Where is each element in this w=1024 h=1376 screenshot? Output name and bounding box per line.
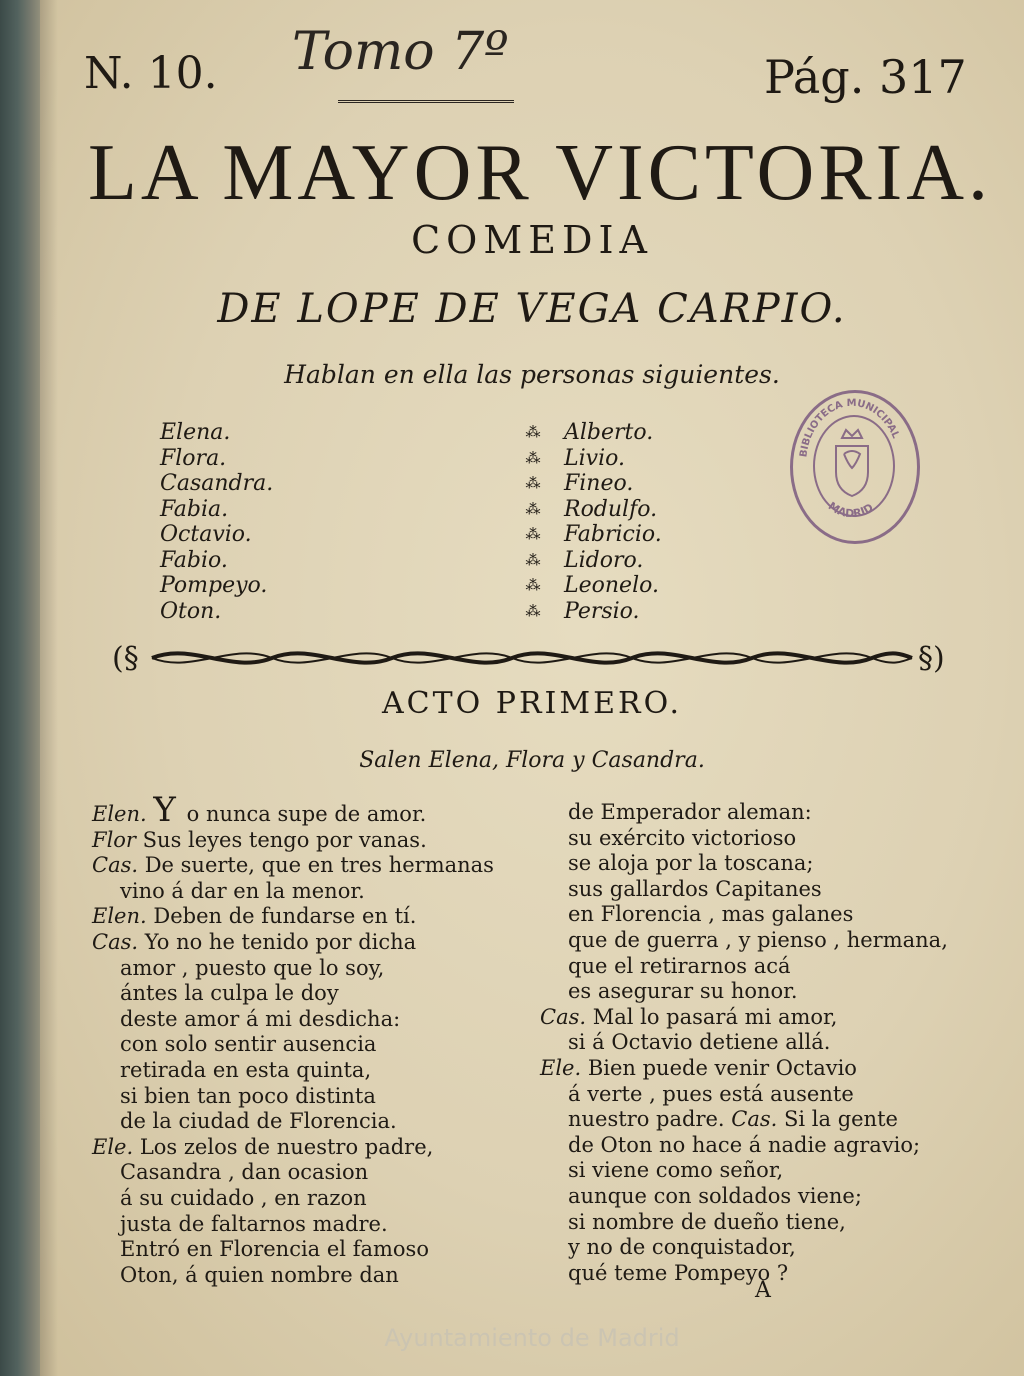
verse-text: Yo no he tenido por dicha <box>144 929 417 954</box>
asterism-icon: ⁂ <box>525 550 541 569</box>
verse-line <box>540 851 948 877</box>
genre-heading: COMEDIA <box>411 218 653 262</box>
author-line: DE LOPE DE VEGA CARPIO. <box>217 286 847 332</box>
cast-member: Livio. <box>564 445 625 471</box>
stamp-bottom-text: MADRID <box>825 499 876 521</box>
verse-text: á verte , pues está ausente <box>568 1081 854 1106</box>
verse-line <box>540 928 948 954</box>
verse-line <box>92 1109 494 1135</box>
verse-text: Oton, á quien nombre dan <box>120 1262 399 1287</box>
book-page <box>40 0 1024 1376</box>
verse-line <box>92 1237 494 1263</box>
verse-line <box>92 1186 494 1212</box>
svg-text:(§: (§ <box>112 641 139 676</box>
verse-text: si á Octavio detiene allá. <box>568 1030 831 1055</box>
speaker-name: Cas. <box>92 853 145 878</box>
stamp-top-text: BIBLIOTECA MUNICIPAL <box>798 397 901 458</box>
verse-column-left <box>92 790 494 1288</box>
cast-member: Elena. <box>160 420 231 445</box>
signature-mark: A <box>755 1278 771 1303</box>
verse-line <box>540 1005 948 1031</box>
cast-heading: Hablan en ella las personas siguientes. <box>284 360 780 389</box>
verse-line <box>540 877 948 903</box>
verse-text: sus gallardos Capitanes <box>568 876 822 901</box>
verse-line <box>92 956 494 982</box>
verse-text: justa de faltarnos madre. <box>120 1211 388 1236</box>
cast-member: Flora. <box>160 445 227 471</box>
speaker-name: Ele. <box>540 1055 588 1080</box>
verse-line <box>540 1261 948 1287</box>
verse-line <box>92 790 494 830</box>
play-number: N. 10. <box>84 48 218 99</box>
verse-text: retirada en esta quinta, <box>120 1057 372 1082</box>
verse-text: amor , puesto que lo soy, <box>120 955 385 980</box>
verse-line <box>540 1158 948 1184</box>
drop-cap: Y <box>153 790 187 830</box>
verse-text: que el retirarnos acá <box>568 953 791 978</box>
asterism-column <box>508 420 558 624</box>
verse-text: que de guerra , y pienso , hermana, <box>568 927 948 952</box>
verse-column-right <box>540 800 948 1286</box>
verse-text: en Florencia , mas galanes <box>568 902 854 927</box>
cast-member: Persio. <box>564 598 640 624</box>
verse-text: si nombre de dueño tiene, <box>568 1209 846 1234</box>
verse-line <box>92 1263 494 1289</box>
cast-list-right <box>564 420 662 624</box>
verse-text: Entró en Florencia el famoso <box>120 1237 429 1262</box>
verse-line <box>540 1107 948 1133</box>
verse-line <box>92 1212 494 1238</box>
verse-text: su exército victorioso <box>568 825 797 850</box>
verse-text: deste amor á mi desdicha: <box>120 1006 401 1031</box>
verse-line <box>92 1032 494 1058</box>
cast-list-left <box>160 420 273 624</box>
verse-text: si viene como señor, <box>568 1158 784 1183</box>
verse-text: Si la gente <box>784 1107 898 1132</box>
cast-member: Fabricio. <box>564 522 662 547</box>
verse-text: es asegurar su honor. <box>568 979 798 1004</box>
cast-member: Casandra. <box>160 471 274 496</box>
speaker-name: Cas. <box>724 1107 784 1132</box>
verse-text: y no de conquistador, <box>568 1235 796 1260</box>
verse-line <box>540 1030 948 1056</box>
verse-line <box>92 853 494 879</box>
asterism-icon: ⁂ <box>525 474 541 492</box>
verse-text: De suerte, que en tres hermanas <box>144 853 494 878</box>
verse-text: si bien tan poco distinta <box>120 1083 376 1108</box>
speaker-name: Elen. <box>92 802 154 826</box>
ornamental-rule <box>112 638 952 678</box>
asterism-icon: ⁂ <box>525 448 541 467</box>
verse-line <box>540 979 948 1005</box>
verse-line <box>92 930 494 956</box>
verse-text: ántes la culpa le doy <box>120 981 339 1006</box>
verse-text: Deben de fundarse en tí. <box>153 904 417 929</box>
cast-member: Alberto. <box>564 420 654 445</box>
verse-text: de la ciudad de Florencia. <box>120 1109 397 1134</box>
verse-text: de Emperador aleman: <box>568 800 812 824</box>
asterism-icon: ⁂ <box>525 525 541 543</box>
verse-line <box>540 1184 948 1210</box>
speaker-name: Cas. <box>540 1004 593 1029</box>
cast-member: Fabio. <box>160 547 228 573</box>
verse-line <box>540 800 948 826</box>
handwritten-tomo-note: Tomo 7º <box>292 22 509 82</box>
verse-text: qué teme Pompeyo ? <box>568 1260 789 1285</box>
verse-line <box>92 879 494 905</box>
page-number: Pág. 317 <box>764 50 967 104</box>
speaker-name: Ele. <box>92 1134 140 1159</box>
verse-text: nuestro padre. <box>568 1107 725 1132</box>
cast-member: Oton. <box>160 598 222 624</box>
library-stamp <box>790 390 920 544</box>
cast-member: Pompeyo. <box>160 573 268 598</box>
cast-member: Fabia. <box>160 496 229 522</box>
verse-text: aunque con soldados viene; <box>568 1183 862 1208</box>
verse-line <box>540 1082 948 1108</box>
verse-line <box>92 904 494 930</box>
svg-text:§): §) <box>918 641 945 676</box>
stage-direction: Salen Elena, Flora y Casandra. <box>359 748 705 773</box>
verse-line <box>92 981 494 1007</box>
asterism-icon: ⁂ <box>525 601 541 620</box>
verse-text: Los zelos de nuestro padre, <box>139 1134 434 1159</box>
speaker-name: Elen. <box>92 904 154 929</box>
verse-line <box>92 1058 494 1084</box>
verse-text: o nunca supe de amor. <box>186 802 427 826</box>
verse-line <box>540 1235 948 1261</box>
verse-line <box>92 1007 494 1033</box>
act-heading: ACTO PRIMERO. <box>382 686 682 721</box>
cast-member: Octavio. <box>160 522 252 547</box>
verse-text: se aloja por la toscana; <box>568 851 814 876</box>
verse-line <box>540 954 948 980</box>
speaker-name: Cas. <box>92 929 145 954</box>
asterism-icon: ⁂ <box>525 423 541 441</box>
verse-text: Mal lo pasará mi amor, <box>592 1004 838 1029</box>
verse-line <box>540 1210 948 1236</box>
verse-line <box>92 1160 494 1186</box>
speaker-name: Flor <box>92 827 143 852</box>
handwritten-underline <box>338 100 514 107</box>
verse-line <box>540 826 948 852</box>
verse-line <box>92 1084 494 1110</box>
verse-line <box>540 902 948 928</box>
verse-text: á su cuidado , en razon <box>120 1185 367 1210</box>
verse-line <box>92 1135 494 1161</box>
cast-member: Leonelo. <box>564 573 659 598</box>
verse-line <box>540 1133 948 1159</box>
verse-line <box>540 1056 948 1082</box>
verse-text: de Oton no hace á nadie agravio; <box>568 1132 921 1157</box>
play-title: LA MAYOR VICTORIA. <box>88 129 992 217</box>
verse-line <box>92 828 494 854</box>
cast-member: Rodulfo. <box>564 496 658 522</box>
cast-member: Fineo. <box>564 471 634 496</box>
cast-member: Lidoro. <box>564 547 644 573</box>
verse-text: vino á dar en la menor. <box>120 878 365 903</box>
verse-text: con solo sentir ausencia <box>120 1032 377 1057</box>
asterism-icon: ⁂ <box>525 576 541 594</box>
asterism-icon: ⁂ <box>525 499 541 518</box>
verse-text: Casandra , dan ocasion <box>120 1160 369 1185</box>
verse-text: Bien puede venir Octavio <box>587 1055 857 1080</box>
watermark: Ayuntamiento de Madrid <box>384 1324 680 1352</box>
stamp-inner-ring <box>813 415 895 517</box>
verse-text: Sus leyes tengo por vanas. <box>142 827 427 852</box>
